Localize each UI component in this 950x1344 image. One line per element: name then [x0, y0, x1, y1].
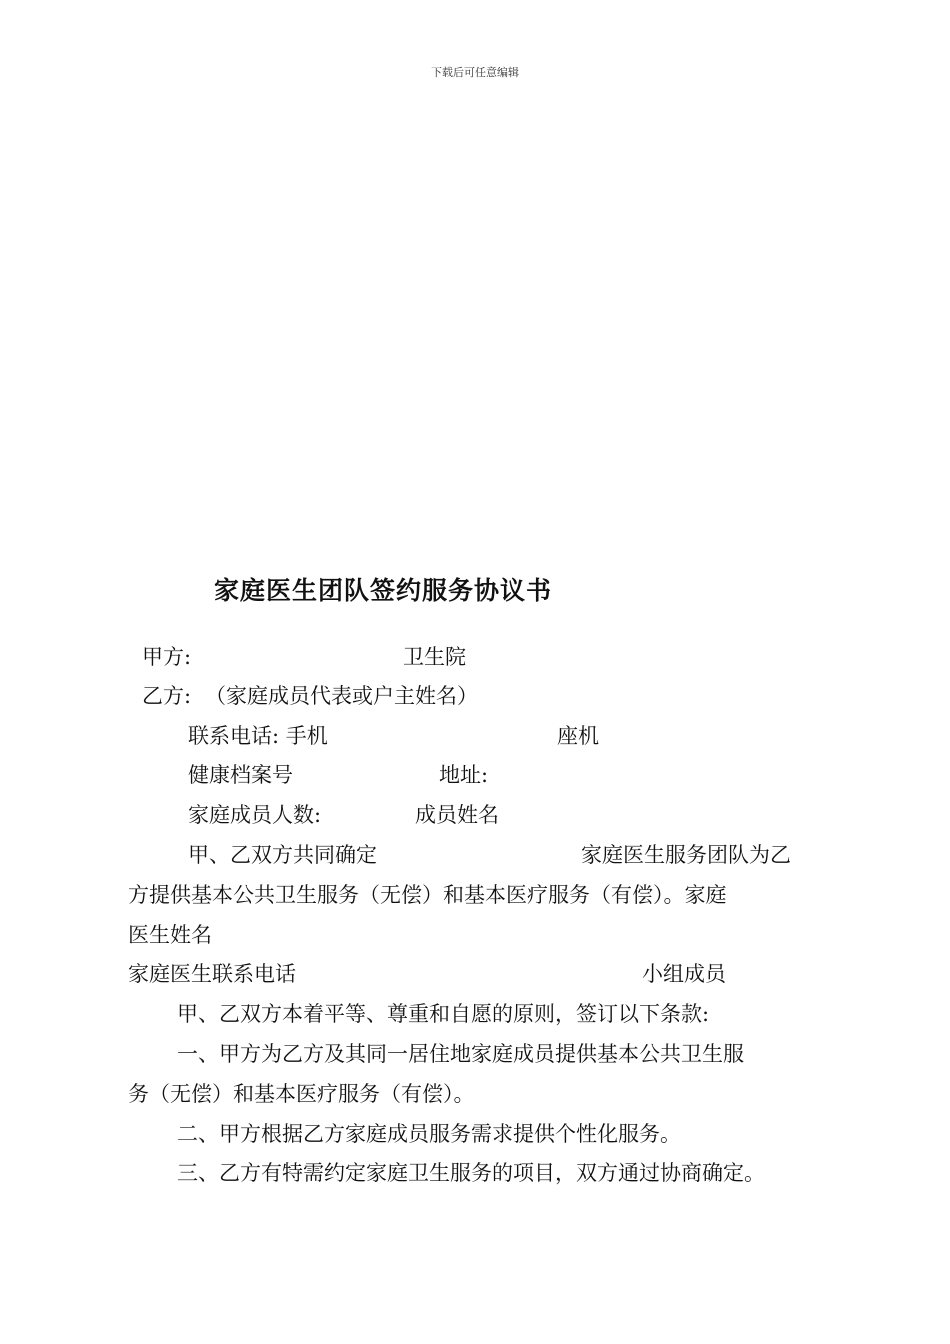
member-names-label: 成员姓名: [415, 803, 499, 827]
clause-3: 三、乙方有特需约定家庭卫生服务的项目，双方通过协商确定。: [177, 1161, 765, 1185]
contact-landline-label: 座机: [557, 724, 599, 748]
address-label: 地址:: [439, 763, 489, 787]
header-note: 下载后可任意编辑: [431, 66, 519, 79]
clause-1-line1: 一、甲方为乙方及其同一居住地家庭成员提供基本公共卫生服: [177, 1042, 744, 1066]
party-b-label: 乙方:: [142, 684, 192, 708]
terms-intro: 甲、乙双方本着平等、尊重和自愿的原则，签订以下条款:: [177, 1002, 710, 1026]
doctor-name-label: 医生姓名: [128, 923, 212, 947]
clause-2: 二、甲方根据乙方家庭成员服务需求提供个性化服务。: [177, 1122, 681, 1146]
contact-mobile-label: 联系电话: 手机: [188, 724, 328, 748]
doctor-phone-label: 家庭医生联系电话: [128, 962, 296, 986]
agreement-line1a: 甲、乙双方共同确定: [188, 843, 377, 867]
party-a-label: 甲方:: [142, 645, 192, 669]
agreement-line2: 方提供基本公共卫生服务（无偿）和基本医疗服务（有偿）。家庭: [128, 883, 727, 907]
document-title: 家庭医生团队签约服务协议书: [214, 576, 553, 605]
party-a-org: 卫生院: [403, 645, 466, 669]
party-b-desc: （家庭成员代表或户主姓名）: [205, 684, 478, 708]
agreement-line1b: 家庭医生服务团队为乙: [581, 843, 791, 867]
team-members-label: 小组成员: [642, 962, 726, 986]
clause-1-line2: 务（无偿）和基本医疗服务（有偿）。: [128, 1082, 475, 1106]
health-record-label: 健康档案号: [188, 763, 293, 787]
household-count-label: 家庭成员人数:: [188, 803, 322, 827]
